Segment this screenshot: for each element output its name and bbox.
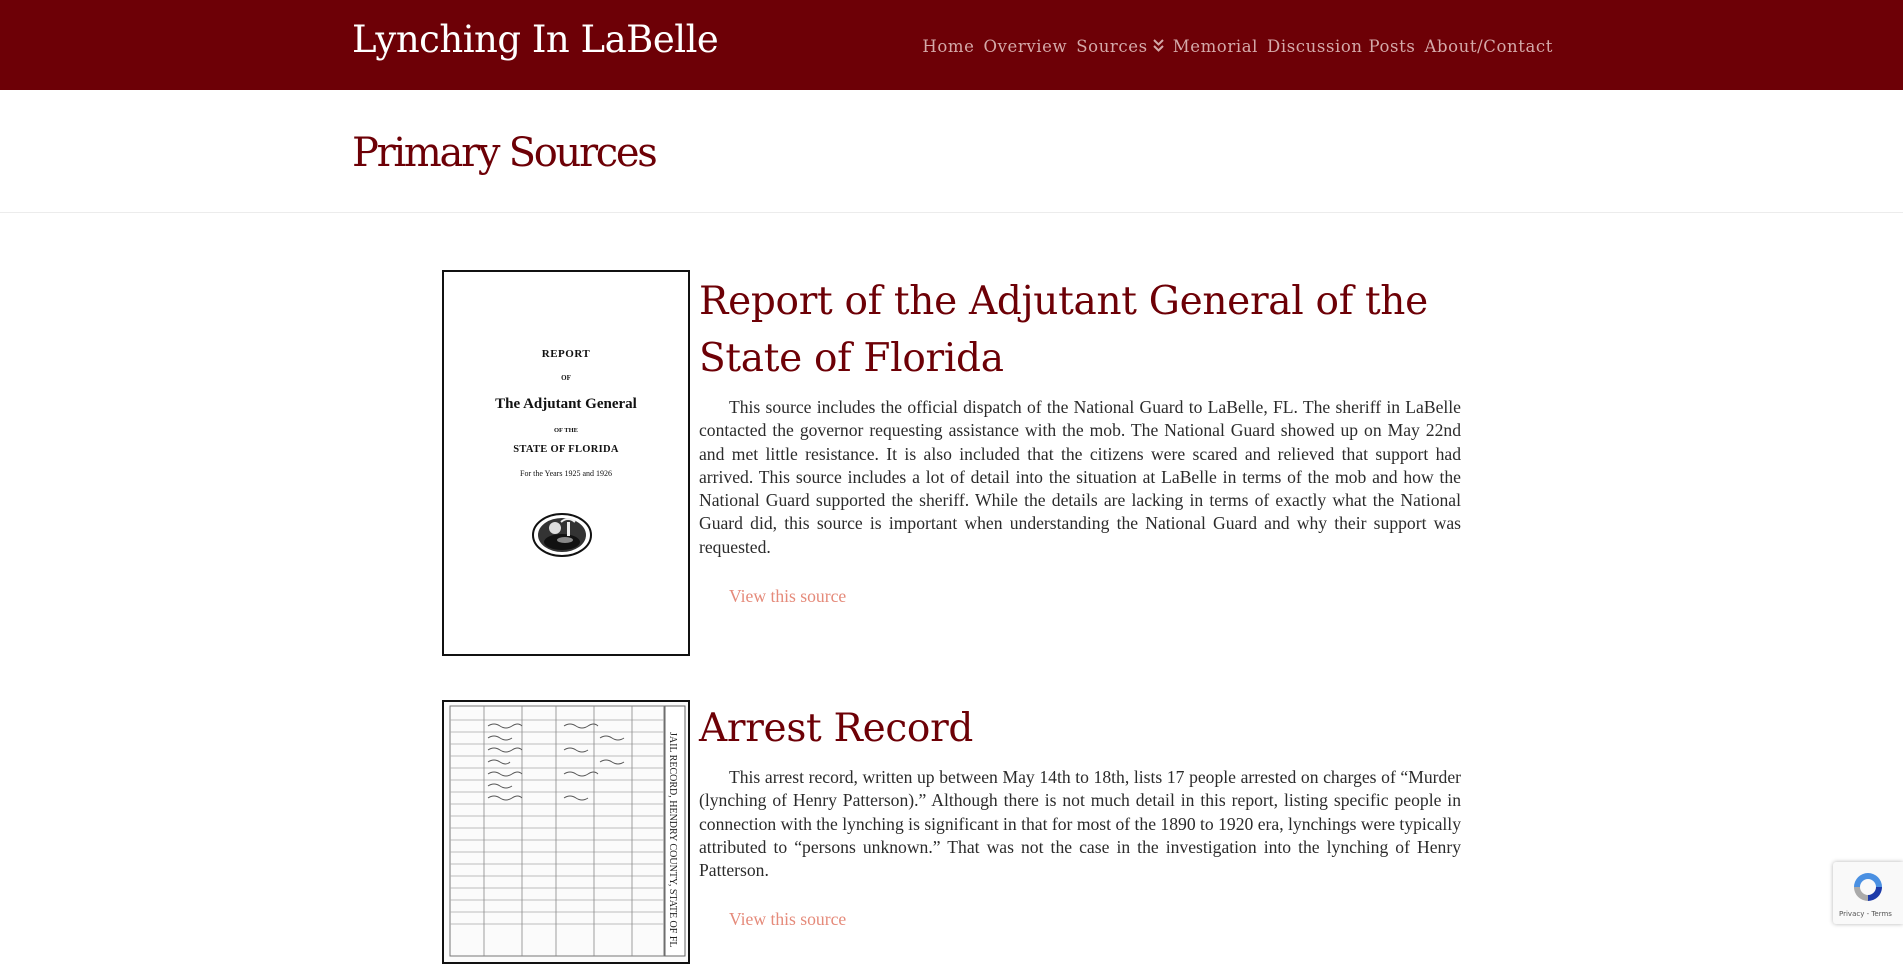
nav-overview[interactable]: Overview — [983, 37, 1068, 56]
nav-discussion-posts[interactable]: Discussion Posts — [1267, 37, 1416, 56]
recaptcha-icon — [1851, 870, 1885, 904]
source-title[interactable]: Arrest Record — [699, 706, 974, 751]
view-source-link[interactable]: View this source — [729, 909, 847, 930]
cover-line-report: REPORT — [541, 348, 591, 360]
site-title[interactable]: Lynching In LaBelle — [352, 18, 719, 61]
arrest-ledger-image — [444, 702, 688, 962]
chevron-down-icon — [1153, 39, 1164, 53]
source-thumbnail-arrest-record[interactable] — [442, 700, 690, 964]
cover-line-of-the: OF THE — [553, 427, 579, 434]
view-source-link[interactable]: View this source — [729, 586, 847, 607]
source-description: This arrest record, written up between May 14th to 18th, lists 17 people arrested on charges of “Murder (lynching of Henry Patterson).” Although there is not much detail in this report, listing specific people in connection with the lynching is significant in that for most of the 1890 to 1920 era, lynchings were typically attributed to “persons unknown.” That was not the case in the investigation into the lynching of Henry Patterson. — [699, 767, 1461, 881]
recaptcha-footer[interactable]: Privacy - Terms — [1839, 910, 1892, 918]
cover-line-state: STATE OF FLORIDA — [513, 444, 619, 455]
cover-line-adjutant: The Adjutant General — [495, 396, 637, 412]
page-header — [0, 90, 1903, 213]
main-nav — [922, 37, 1553, 56]
source-thumbnail-adjutant-report[interactable] — [442, 270, 690, 656]
source-description: This source includes the official dispatch of the National Guard to LaBelle, FL. The sheriff in LaBelle contacted the governor requesting assistance with the mob. The National Guard showed up on May 22nd and met little resistance. It is also included that the citizens were scared and relieved that support had arrived. This source includes a lot of detail into the situation at LaBelle in terms of the mob and how the National Guard supported the sheriff. While the details are lacking in terms of exactly what the National Guard did, this source is important when understanding the National Guard and why their support was requested. — [699, 397, 1461, 557]
nav-memorial[interactable]: Memorial — [1172, 37, 1259, 56]
nav-home[interactable]: Home — [922, 37, 975, 56]
source-title[interactable]: Report of the Adjutant General of the State of Florida — [699, 279, 1428, 381]
top-navbar — [0, 0, 1903, 90]
nav-about-contact[interactable]: About/Contact — [1424, 37, 1553, 56]
cover-line-years: For the Years 1925 and 1926 — [520, 469, 612, 478]
source-entry-adjutant-report — [699, 273, 1461, 607]
source-entry-arrest-record — [699, 700, 1461, 930]
page-title: Primary Sources — [352, 130, 656, 176]
state-seal-icon — [531, 512, 593, 558]
recaptcha-badge[interactable] — [1833, 862, 1903, 924]
ledger-margin-text: JAIL RECORD, HENDRY COUNTY, STATE OF FL — [667, 732, 678, 948]
nav-sources-label: Sources — [1076, 37, 1148, 56]
cover-line-of: OF — [561, 374, 571, 382]
nav-sources[interactable] — [1076, 37, 1163, 56]
